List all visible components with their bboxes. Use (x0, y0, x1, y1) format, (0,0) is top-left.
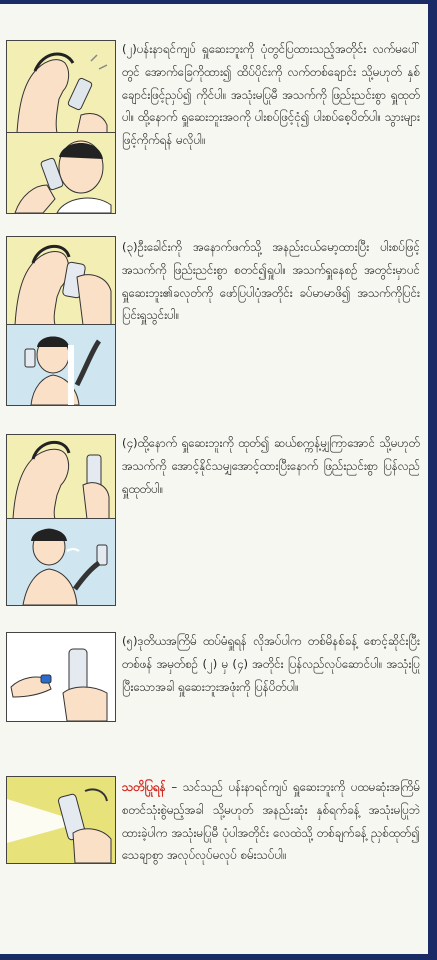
hands-inhaler-cap-illustration (7, 633, 115, 721)
warning-image (6, 776, 116, 864)
person-tilting-head-illustration (7, 237, 115, 325)
person-inhaler-front-illustration (7, 133, 115, 213)
step4-image-bottom (6, 518, 116, 606)
step2-image-bottom (6, 132, 116, 214)
person-inhaling-illustration (7, 325, 115, 405)
warning-body: – သင်သည် ပန်းနာရင်ကျပ် ရှူဆေးဘူးကို ပထမဆုံးအကြိမ် စတင်သုံးစွဲမည့်အခါ သို့မဟုတ် အနည်းဆုံး နှစ်ရက်ခန့် အသုံးမပြုဘဲ ထားခဲ့ပါက အသုံးမပြုမီ ပုံပါအတိုင်း လေထဲသို့ တစ်ချက်ခန့် ညှစ်ထုတ်၍ သေချာစွာ အလုပ်လုပ်မလုပ် စမ်းသပ်ပါ။ (122, 780, 420, 863)
test-spray-illustration (7, 777, 115, 863)
person-exhaling-illustration (7, 519, 115, 605)
step3-image-bottom (6, 324, 116, 406)
leaflet-panel (0, 4, 428, 954)
step5-image (6, 632, 116, 722)
warning-label: သတိပြုရန် (122, 780, 166, 794)
step5-text: (၅)ဒုတိယအကြိမ် ထပ်မံရှူရန် လိုအပ်ပါက တစ်မိနစ်ခန့် စောင့်ဆိုင်းပြီး တစ်ဖန် အမှတ်စဉ် (၂) မှ (၄) အတိုင်း ပြန်လည်လုပ်ဆောင်ပါ။ အသုံးပြုပြီးသောအခါ ရှူဆေးဘူးအဖုံးကို ပြန်ပိတ်ပါ။ (122, 634, 420, 694)
step2-image-top (6, 40, 116, 134)
person-inhaler-side-illustration (7, 41, 115, 133)
step3-image-top (6, 236, 116, 326)
right-edge-bar (430, 4, 437, 954)
step4-image-top (6, 434, 116, 520)
step3-text: (၃)ဦးခေါင်းကို အနောက်ဖက်သို့ အနည်းငယ်မော့ထားပြီး ပါးစပ်ဖြင့် အသက်ကို ဖြည်းညင်းစွာ စတင်၍ရှူပါ။ အသက်ရှူနေစဉ် အတွင်းမှာပင် ရှူဆေးဘူး၏ခလုတ်ကို ဖော်ပြပါပုံအတိုင်း ခပ်မာမာဖိ၍ အသက်ကိုပြင်းပြင်းရှူသွင်းပါ။ (122, 240, 420, 323)
person-holding-breath-illustration (7, 435, 115, 519)
warning-text (122, 776, 420, 867)
step4-text: (၄)ထို့နောက် ရှူဆေးဘူးကို ထုတ်၍ ဆယ်စက္ကန့်မျှကြာအောင် သို့မဟုတ် အသက်ကို အောင့်နိုင်သမျှအောင့်ထားပြီးနောက် ဖြည်းညင်းစွာ ပြန်လည်ရှူထုတ်ပါ။ (122, 436, 420, 496)
step2-text: (၂)ပန်းနာရင်ကျပ် ရှူဆေးဘူးကို ပုံတွင်ပြထားသည့်အတိုင်း လက်မပေါ်တွင် အောက်ခြေကိုထား၍ ထိပ်ပိုင်းကို လက်တစ်ချောင်း သို့မဟုတ် နှစ်ချောင်းဖြင့်ညှပ်၍ ကိုင်ပါ။ အသုံးမပြုမီ အသက်ကို ဖြည်းညင်းစွာ ရှူထုတ်ပါ။ ထို့နောက် ရှူဆေးဘူးအဝကို ပါးစပ်ဖြင့်ငုံ၍ ပါးစပ်စေ့ပိတ်ပါ။ သွားများဖြင့်ကိုက်ရန် မလိုပါ။ (122, 42, 420, 148)
